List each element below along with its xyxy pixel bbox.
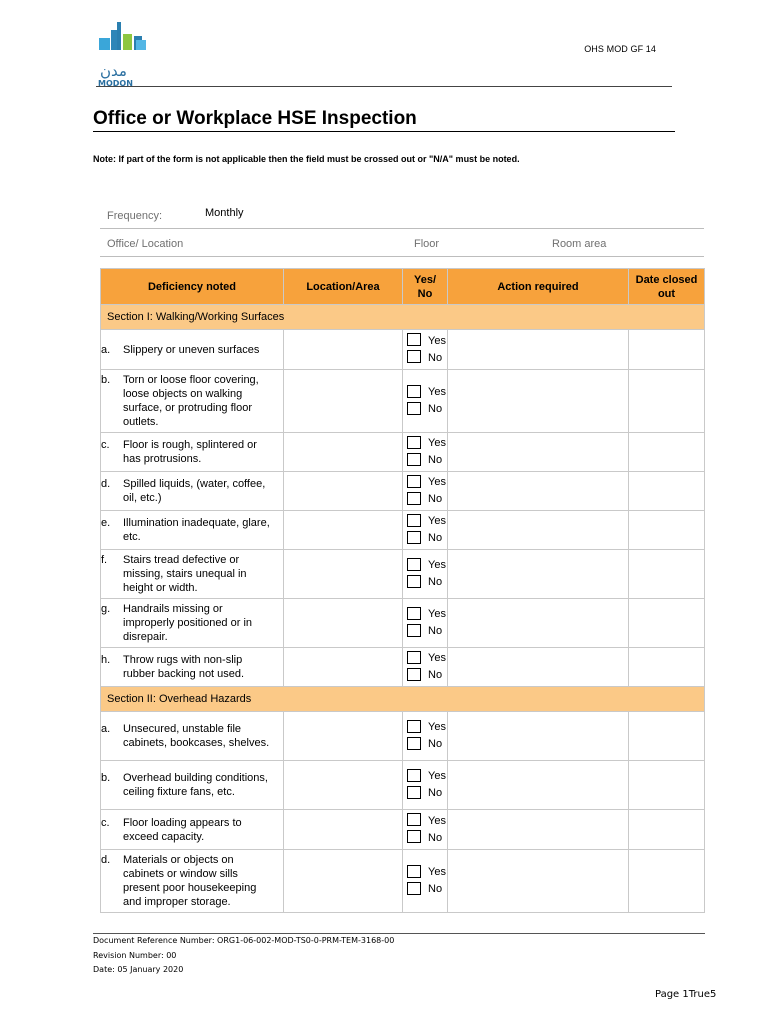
no-checkbox[interactable] xyxy=(407,531,421,544)
no-option[interactable] xyxy=(407,667,447,684)
inspection-table xyxy=(100,268,705,913)
item-letter: a. xyxy=(101,343,111,356)
deficiency-cell xyxy=(101,599,284,648)
yes-label: Yes xyxy=(428,652,446,664)
table-row xyxy=(101,810,705,850)
header-divider xyxy=(96,86,672,87)
table-row xyxy=(101,712,705,761)
yes-option[interactable] xyxy=(407,864,447,881)
deficiency-cell xyxy=(101,370,284,433)
item-letter: f. xyxy=(101,554,108,566)
header-date-line2: out xyxy=(657,287,676,300)
modon-logo xyxy=(96,20,154,86)
action-cell[interactable] xyxy=(448,761,629,810)
table-row xyxy=(101,550,705,599)
location-cell[interactable] xyxy=(284,472,403,511)
date-closed-cell[interactable] xyxy=(629,550,705,599)
section-title: Section I: Walking/Working Surfaces xyxy=(101,305,705,330)
footer-divider xyxy=(93,933,705,934)
no-option[interactable] xyxy=(407,530,447,547)
date-closed-cell[interactable] xyxy=(629,810,705,850)
yes-option[interactable] xyxy=(407,606,447,623)
location-cell[interactable] xyxy=(284,433,403,472)
no-option[interactable] xyxy=(407,574,447,591)
deficiency-cell xyxy=(101,648,284,687)
table-header-row xyxy=(101,269,705,305)
item-text: Handrails missing or improperly positioned or in disrepair. xyxy=(123,603,253,643)
location-cell[interactable] xyxy=(284,330,403,370)
no-option[interactable] xyxy=(407,785,447,802)
no-checkbox[interactable] xyxy=(407,668,421,681)
location-cell[interactable] xyxy=(284,712,403,761)
location-cell[interactable] xyxy=(284,761,403,810)
frequency-value[interactable]: Monthly xyxy=(205,207,244,219)
yes-checkbox[interactable] xyxy=(407,607,421,620)
no-option[interactable] xyxy=(407,623,447,640)
yes-checkbox[interactable] xyxy=(407,514,421,527)
yes-option[interactable] xyxy=(407,474,447,491)
action-cell[interactable] xyxy=(448,370,629,433)
no-checkbox[interactable] xyxy=(407,402,421,415)
item-text: Materials or objects on cabinets or window sills present poor housekeeping and improper storage. xyxy=(123,854,257,908)
location-cell[interactable] xyxy=(284,550,403,599)
yes-label: Yes xyxy=(428,476,446,488)
item-text: Stairs tread defective or missing, stairs unequal in height or width. xyxy=(123,554,247,594)
item-text: Torn or loose floor covering, loose objects on walking surface, or protruding floor outlets. xyxy=(123,374,259,428)
location-cell[interactable] xyxy=(284,810,403,850)
no-option[interactable] xyxy=(407,452,447,469)
action-cell[interactable] xyxy=(448,511,629,550)
yes-no-cell xyxy=(403,433,448,472)
item-text: Spilled liquids, (water, coffee, oil, etc.) xyxy=(123,478,266,504)
table-row xyxy=(101,433,705,472)
yes-no-cell xyxy=(403,599,448,648)
item-letter: d. xyxy=(101,854,111,866)
no-option[interactable] xyxy=(407,491,447,508)
action-cell[interactable] xyxy=(448,330,629,370)
no-checkbox[interactable] xyxy=(407,492,421,505)
item-text: Floor is rough, splintered or has protrusions. xyxy=(123,439,257,465)
yes-option[interactable] xyxy=(407,333,447,350)
logo-sub-text: MODON xyxy=(98,79,133,86)
table-row xyxy=(101,330,705,370)
yes-label: Yes xyxy=(428,334,446,347)
frequency-label: Frequency: xyxy=(107,210,163,222)
deficiency-cell xyxy=(101,850,284,913)
no-checkbox[interactable] xyxy=(407,830,421,843)
no-label: No xyxy=(428,532,443,544)
deficiency-cell xyxy=(101,472,284,511)
yes-no-cell xyxy=(403,511,448,550)
item-text: Throw rugs with non-slip rubber backing not used. xyxy=(123,654,245,680)
item-letter: c. xyxy=(101,816,110,829)
yes-no-cell xyxy=(403,330,448,370)
no-checkbox[interactable] xyxy=(407,453,421,466)
action-cell[interactable] xyxy=(448,648,629,687)
logo-arabic-text: مدن xyxy=(100,62,127,80)
yes-checkbox[interactable] xyxy=(407,333,421,346)
yes-option[interactable] xyxy=(407,719,447,736)
date-closed-cell[interactable] xyxy=(629,433,705,472)
no-option[interactable] xyxy=(407,736,447,753)
no-option[interactable] xyxy=(407,881,447,898)
date-closed-cell[interactable] xyxy=(629,850,705,913)
item-letter: b. xyxy=(101,374,111,386)
item-letter: d. xyxy=(101,478,111,490)
page-title: Office or Workplace HSE Inspection xyxy=(93,108,417,129)
location-cell[interactable] xyxy=(284,648,403,687)
section-row xyxy=(101,305,705,330)
header-deficiency: Deficiency noted xyxy=(101,269,284,305)
deficiency-cell xyxy=(101,330,284,370)
location-cell[interactable] xyxy=(284,370,403,433)
header-yes: Yes/ xyxy=(413,273,437,286)
doc-date: Date: 05 January 2020 xyxy=(93,965,184,974)
header-date-line1: Date closed xyxy=(635,273,698,286)
date-closed-cell[interactable] xyxy=(629,511,705,550)
yes-label: Yes xyxy=(428,770,446,782)
location-row xyxy=(100,232,704,257)
yes-checkbox[interactable] xyxy=(407,813,421,826)
table-row xyxy=(101,648,705,687)
title-divider xyxy=(93,131,675,132)
deficiency-cell xyxy=(101,550,284,599)
date-closed-cell[interactable] xyxy=(629,761,705,810)
no-label: No xyxy=(428,831,443,844)
item-letter: e. xyxy=(101,517,111,529)
no-label: No xyxy=(428,576,443,588)
yes-no-cell xyxy=(403,712,448,761)
item-letter: g. xyxy=(101,603,111,615)
date-closed-cell[interactable] xyxy=(629,648,705,687)
yes-label: Yes xyxy=(428,608,446,620)
yes-option[interactable] xyxy=(407,650,447,667)
table-row xyxy=(101,850,705,913)
action-cell[interactable] xyxy=(448,550,629,599)
yes-checkbox[interactable] xyxy=(407,865,421,878)
no-checkbox[interactable] xyxy=(407,350,421,363)
yes-checkbox[interactable] xyxy=(407,558,421,571)
no-label: No xyxy=(428,787,443,799)
section-row xyxy=(101,687,705,712)
yes-label: Yes xyxy=(428,721,446,733)
yes-no-cell xyxy=(403,550,448,599)
yes-checkbox[interactable] xyxy=(407,385,421,398)
location-cell[interactable] xyxy=(284,850,403,913)
yes-label: Yes xyxy=(428,515,446,527)
yes-no-cell xyxy=(403,810,448,850)
table-row xyxy=(101,511,705,550)
item-text: Slippery or uneven surfaces xyxy=(123,343,260,356)
item-letter: b. xyxy=(101,772,111,784)
yes-no-cell xyxy=(403,648,448,687)
date-closed-cell[interactable] xyxy=(629,370,705,433)
header-yes-no xyxy=(403,269,448,305)
no-checkbox[interactable] xyxy=(407,882,421,895)
doc-code: OHS MOD GF 14 xyxy=(584,44,656,54)
frequency-row xyxy=(100,204,704,229)
section-title: Section II: Overhead Hazards xyxy=(101,687,705,712)
date-closed-cell[interactable] xyxy=(629,712,705,761)
no-label: No xyxy=(428,454,443,466)
yes-label: Yes xyxy=(428,814,446,827)
no-label: No xyxy=(428,351,443,364)
header-action: Action required xyxy=(448,269,629,305)
room-area-label: Room area xyxy=(552,238,607,250)
yes-option[interactable] xyxy=(407,768,447,785)
location-cell[interactable] xyxy=(284,511,403,550)
floor-label: Floor xyxy=(414,238,440,250)
yes-label: Yes xyxy=(428,866,446,878)
yes-label: Yes xyxy=(428,559,446,571)
deficiency-cell xyxy=(101,433,284,472)
header-no: No xyxy=(417,287,433,300)
no-checkbox[interactable] xyxy=(407,737,421,750)
yes-option[interactable] xyxy=(407,513,447,530)
item-text: Unsecured, unstable file cabinets, bookcases, shelves. xyxy=(123,723,270,749)
no-option[interactable] xyxy=(407,401,447,418)
doc-reference: Document Reference Number: ORG1-06-002-MOD-TS0-0-PRM-TEM-3168-00 xyxy=(93,936,395,945)
no-label: No xyxy=(428,738,443,750)
page-number: Page 1True5 xyxy=(655,989,717,1000)
item-letter: a. xyxy=(101,723,111,735)
header-date xyxy=(629,269,705,305)
item-text: Illumination inadequate, glare, etc. xyxy=(123,517,270,543)
yes-checkbox[interactable] xyxy=(407,436,421,449)
action-cell[interactable] xyxy=(448,850,629,913)
no-label: No xyxy=(428,669,443,681)
revision-number: Revision Number: 00 xyxy=(93,951,177,960)
yes-option[interactable] xyxy=(407,435,447,452)
no-option[interactable] xyxy=(407,350,447,367)
deficiency-cell xyxy=(101,712,284,761)
date-closed-cell[interactable] xyxy=(629,599,705,648)
no-label: No xyxy=(428,403,443,415)
date-closed-cell[interactable] xyxy=(629,472,705,511)
action-cell[interactable] xyxy=(448,712,629,761)
no-option[interactable] xyxy=(407,830,447,847)
location-cell[interactable] xyxy=(284,599,403,648)
no-label: No xyxy=(428,625,443,637)
form-note: Note: If part of the form is not applicable then the field must be crossed out or "N/A" must be noted. xyxy=(93,154,520,164)
item-text: Overhead building conditions, ceiling fixture fans, etc. xyxy=(123,772,268,798)
header-location: Location/Area xyxy=(284,269,403,305)
no-checkbox[interactable] xyxy=(407,575,421,588)
no-checkbox[interactable] xyxy=(407,624,421,637)
yes-no-cell xyxy=(403,850,448,913)
no-label: No xyxy=(428,493,443,505)
date-closed-cell[interactable] xyxy=(629,330,705,370)
yes-label: Yes xyxy=(428,437,446,449)
table-row xyxy=(101,761,705,810)
action-cell[interactable] xyxy=(448,810,629,850)
item-text: Floor loading appears to exceed capacity. xyxy=(123,816,242,843)
deficiency-cell xyxy=(101,511,284,550)
item-letter: h. xyxy=(101,654,111,666)
table-row xyxy=(101,370,705,433)
yes-no-cell xyxy=(403,370,448,433)
yes-option[interactable] xyxy=(407,384,447,401)
yes-no-cell xyxy=(403,761,448,810)
yes-checkbox[interactable] xyxy=(407,651,421,664)
office-location-label: Office/ Location xyxy=(107,238,184,250)
table-row xyxy=(101,472,705,511)
table-row xyxy=(101,599,705,648)
no-label: No xyxy=(428,883,443,895)
deficiency-cell xyxy=(101,810,284,850)
no-checkbox[interactable] xyxy=(407,786,421,799)
yes-option[interactable] xyxy=(407,557,447,574)
yes-checkbox[interactable] xyxy=(407,769,421,782)
yes-option[interactable] xyxy=(407,813,447,830)
deficiency-cell xyxy=(101,761,284,810)
yes-checkbox[interactable] xyxy=(407,720,421,733)
action-cell[interactable] xyxy=(448,472,629,511)
action-cell[interactable] xyxy=(448,599,629,648)
yes-no-cell xyxy=(403,472,448,511)
yes-label: Yes xyxy=(428,386,446,398)
yes-checkbox[interactable] xyxy=(407,475,421,488)
item-letter: c. xyxy=(101,439,110,451)
action-cell[interactable] xyxy=(448,433,629,472)
